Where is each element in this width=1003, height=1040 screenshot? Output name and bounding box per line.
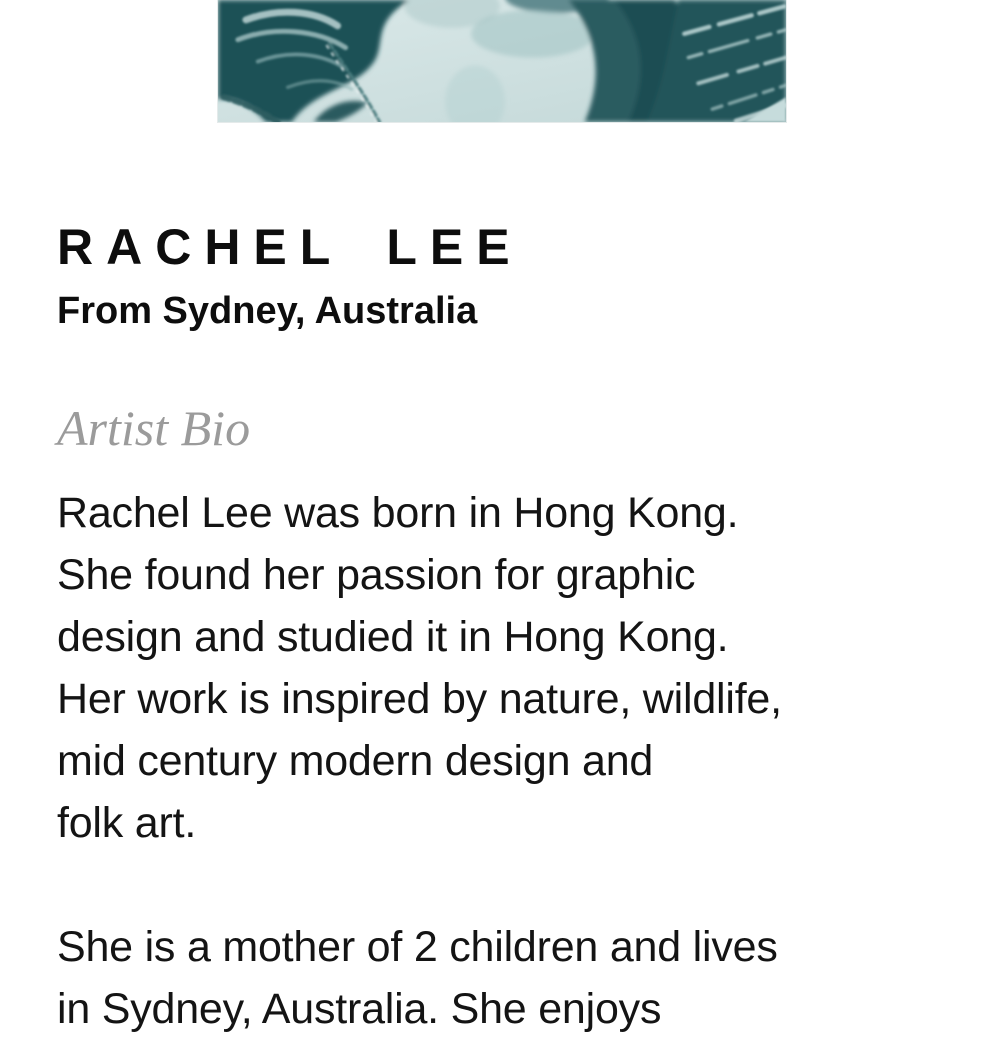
bio-line: Her work is inspired by nature, wildlife, (57, 675, 782, 723)
bio-line: She found her passion for graphic (57, 551, 696, 599)
bio-paragraph-1 (57, 482, 782, 854)
bio-paragraph-2 (57, 916, 778, 1040)
section-title-artist-bio: Artist Bio (57, 400, 251, 456)
bio-line: design and studied it in Hong Kong. (57, 613, 729, 661)
bio-line: in Sydney, Australia. She enjoys (57, 985, 662, 1033)
bio-line: Rachel Lee was born in Hong Kong. (57, 489, 739, 537)
artist-origin: From Sydney, Australia (57, 290, 478, 332)
artist-name: RACHEL LEE (57, 219, 523, 275)
portrait-photo-illustration (218, 0, 786, 122)
bio-line: She is a mother of 2 children and lives (57, 923, 778, 971)
bio-line: mid century modern design and (57, 737, 654, 785)
bio-line: folk art. (57, 799, 197, 847)
artist-photo (217, 0, 787, 123)
